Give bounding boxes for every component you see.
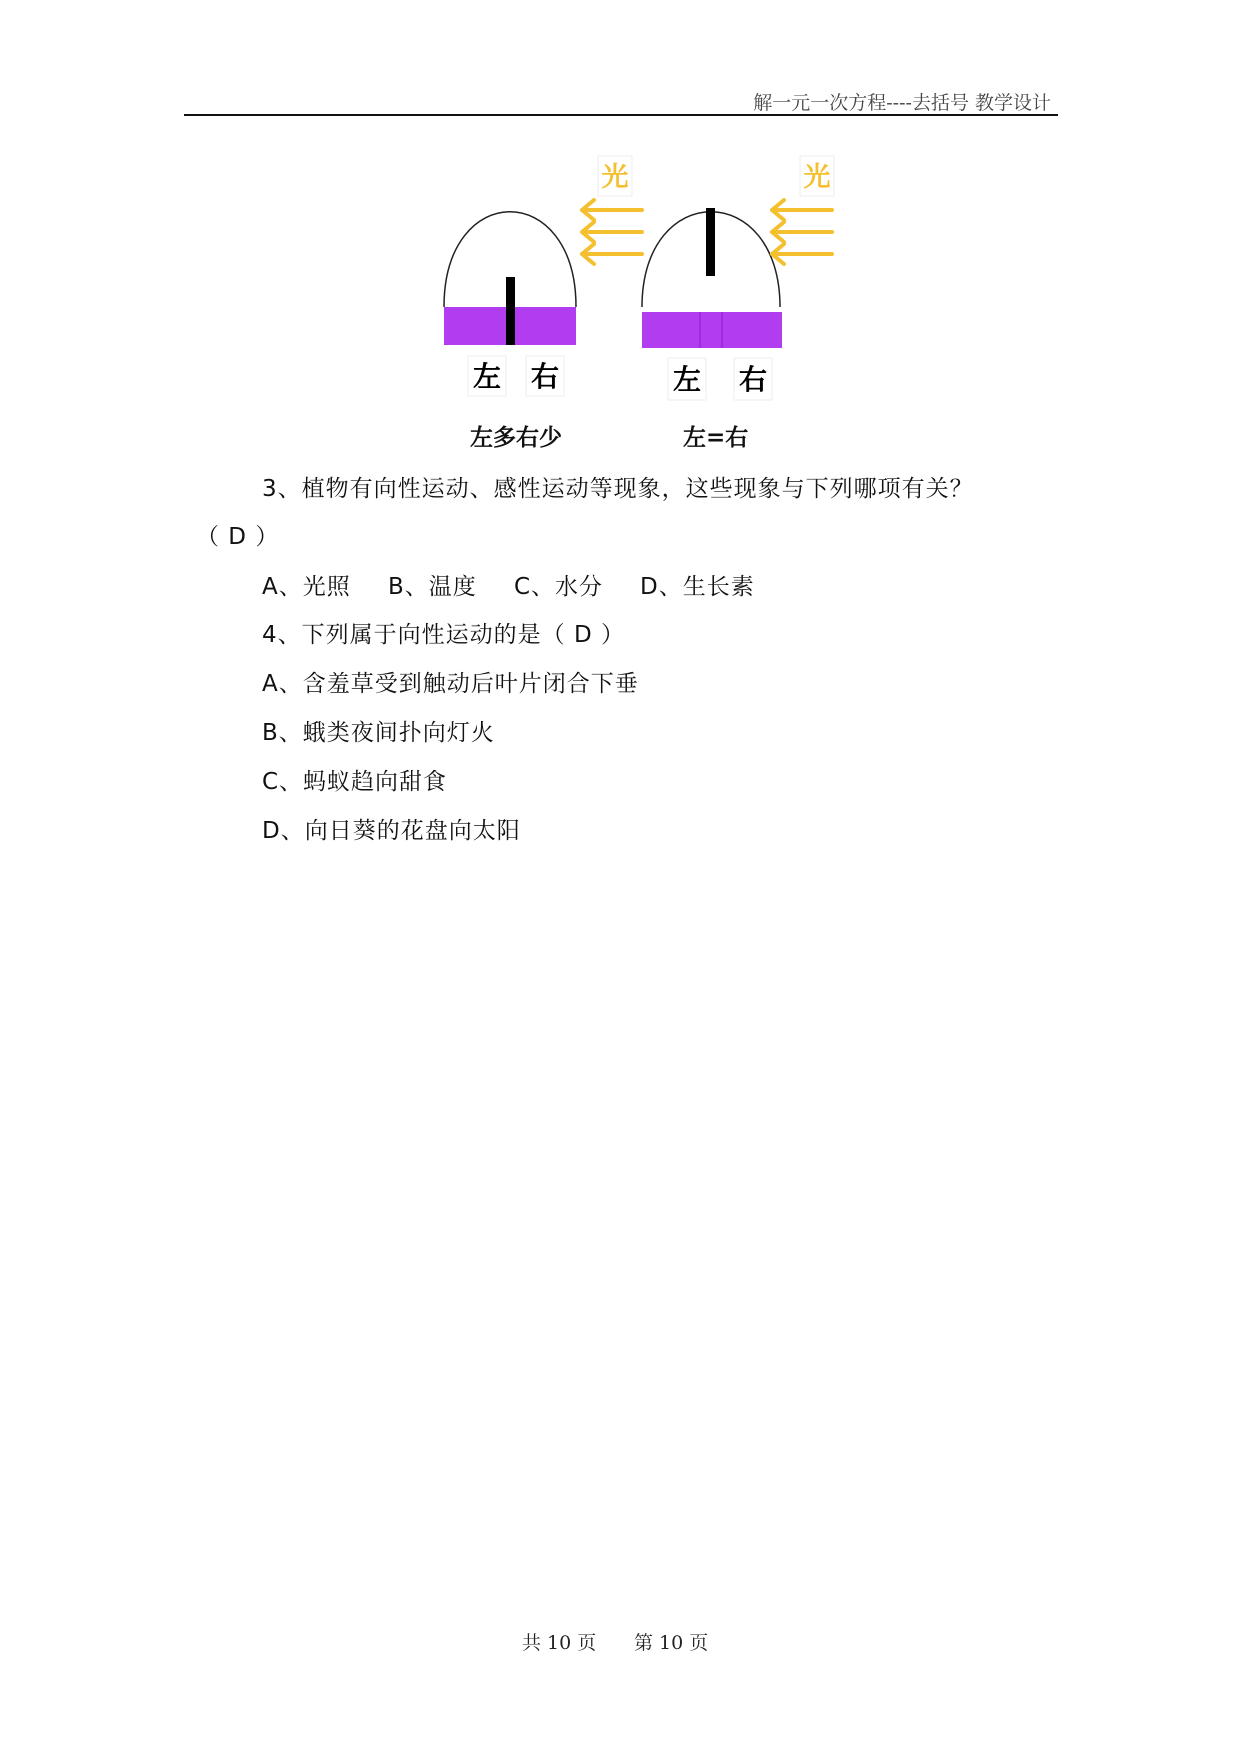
question-3-option-d: D、生长素 [640, 574, 755, 600]
right-agar-block [642, 312, 782, 348]
question-3-text: 3、植物有向性运动、感性运动等现象，这些现象与下列哪项有关？ [262, 476, 974, 502]
light-label-left: 光 [601, 162, 629, 193]
right-light-arrows [772, 200, 832, 264]
phototropism-figure [430, 150, 860, 460]
header-rule [184, 114, 1058, 116]
footer-current-page: 第 10 页 [634, 1632, 709, 1654]
left-stem [506, 277, 515, 345]
question-4-option-a: A、含羞草受到触动后叶片闭合下垂 [262, 671, 639, 697]
figure-caption-1: 左多右少 [470, 425, 562, 451]
right-side-label-1: 右 [530, 360, 560, 393]
right-stem [706, 208, 715, 276]
left-light-arrows [582, 200, 642, 264]
figure-drawing [430, 150, 860, 460]
question-4-option-b: B、蛾类夜间扑向灯火 [262, 720, 495, 746]
footer-total-pages: 共 10 页 [522, 1632, 597, 1654]
left-side-label-2: 左 [672, 363, 702, 396]
question-3-answer: （ D ） [196, 524, 280, 550]
question-4-text: 4、下列属于向性运动的是（ D ） [262, 622, 625, 648]
header-title: 解一元一次方程----去括号 教学设计 [753, 92, 1051, 114]
left-side-label-1: 左 [472, 360, 502, 393]
light-label-right: 光 [803, 162, 831, 193]
figure-caption-2: 左=右 [683, 425, 749, 451]
question-4-option-d: D、向日葵的花盘向太阳 [262, 818, 521, 844]
question-3-option-c: C、水分 [514, 574, 604, 600]
question-3-option-b: B、温度 [388, 574, 477, 600]
question-3-option-a: A、光照 [262, 574, 351, 600]
right-side-label-2: 右 [738, 363, 768, 396]
question-4-option-c: C、蚂蚁趋向甜食 [262, 769, 448, 795]
